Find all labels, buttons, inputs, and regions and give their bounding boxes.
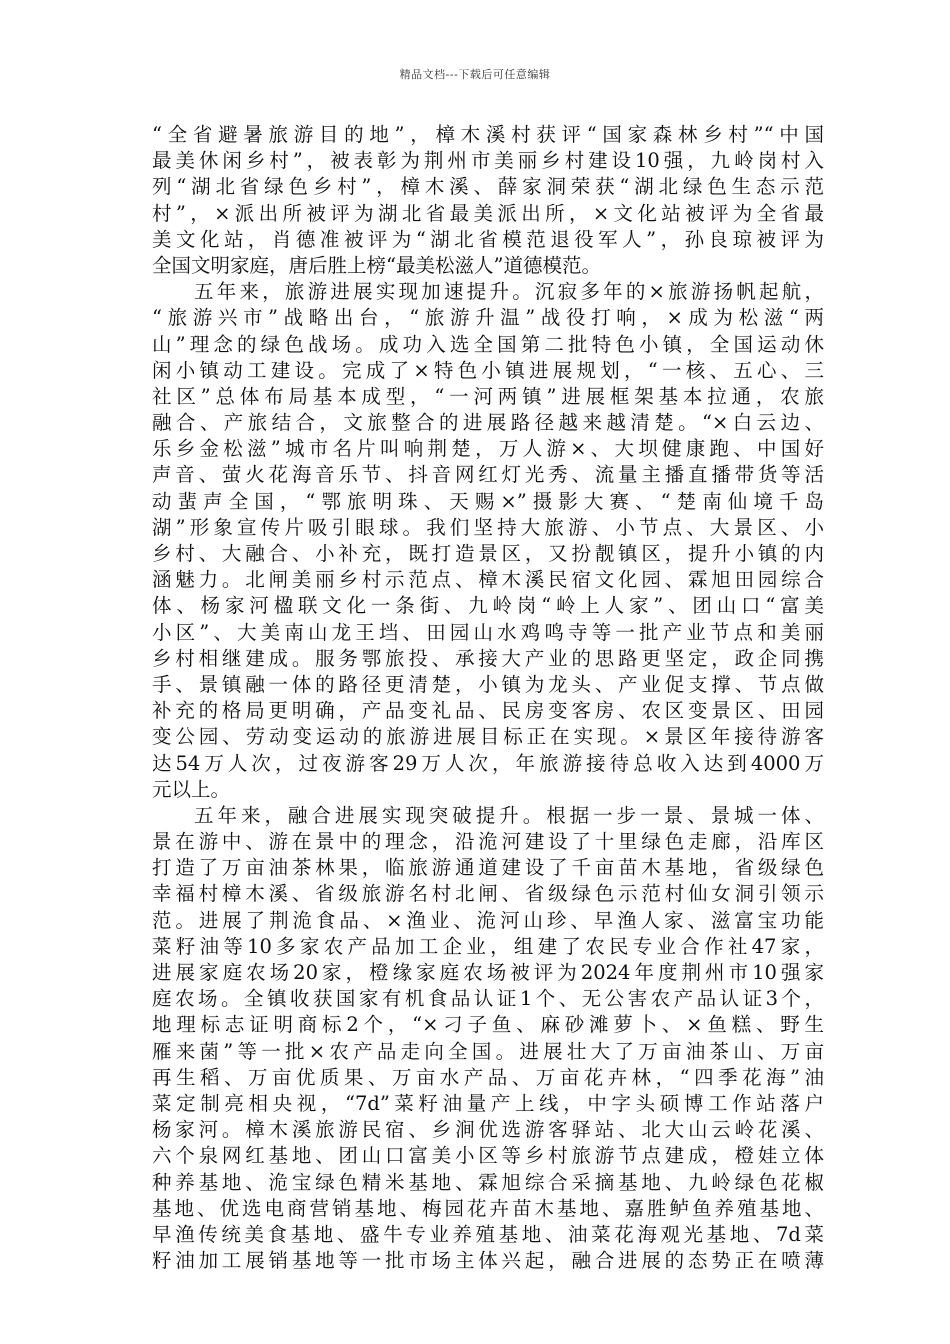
text-line: 籽油加工展销基地等一批市场主体兴起，融合进展的态势正在喷薄 <box>152 1249 824 1273</box>
text-line: 五年来，旅游进展实现加速提升。沉寂多年的×旅游扬帆起航， <box>194 280 824 304</box>
text-line: 进展家庭农场20家，橙缘家庭农场被评为2024年度荆州市10强家 <box>152 961 824 984</box>
text-line: 五年来，融合进展实现突破提升。根据一步一景、景城一体、 <box>194 803 824 827</box>
text-line: 庭农场。全镇收获国家有机食品认证1个、无公害农产品认证3个， <box>152 987 824 1011</box>
text-line: 涵魅力。北闸美丽乡村示范点、樟木溪民宿文化园、霖旭田园综合 <box>152 568 824 592</box>
text-line: 地理标志证明商标2个，“×刁子鱼、麻砂滩萝卜、×鱼糕、野生 <box>152 1013 824 1037</box>
text-line: 乡村相继建成。服务鄂旅投、承接大产业的思路更坚定，政企同携 <box>152 646 824 670</box>
text-line: 变公园、劳动变运动的旅游进展目标正在实现。×景区年接待游客 <box>152 725 824 749</box>
text-line: 美文化站，肖德准被评为“湖北省模范退役军人”，孙良琼被评为 <box>152 227 824 251</box>
text-line: 杨家河。樟木溪旅游民宿、乡涧优选游客驿站、北大山云岭花溪、 <box>152 1118 824 1142</box>
text-line: 手、景镇融一体的路径更清楚，小镇为龙头、产业促支撑、节点做 <box>152 672 824 696</box>
text-line: 再生稻、万亩优质果、万亩水产品、万亩花卉林，“四季花海”油 <box>152 1065 824 1089</box>
text-line: 小区”、大美南山龙王垱、田园山水鸡鸣寺等一批产业节点和美丽 <box>152 620 824 644</box>
text-line: “旅游兴市”战略出台，“旅游升温”战役打响，×成为松滋“两 <box>152 306 824 330</box>
text-line: 雁来菌”等一批×农产品走向全国。进展壮大了万亩油茶山、万亩 <box>152 1039 824 1063</box>
page-header: 精品文档---下载后可任意编辑 <box>399 68 551 81</box>
text-line: 村”，×派出所被评为湖北省最美派出所，×文化站被评为全省最 <box>152 201 824 225</box>
text-line: 乡村、大融合、小补充，既打造景区，又扮靓镇区，提升小镇的内 <box>152 542 824 565</box>
text-line: 全国文明家庭，唐后胜上榜“最美松滋人”道德模范。 <box>152 253 601 277</box>
text-line: “全省避暑旅游目的地”，樟木溪村获评“国家森林乡村”“中国 <box>152 123 824 146</box>
text-line: 社区”总体布局基本成型，“一河两镇”进展框架基本拉通，农旅 <box>152 384 824 408</box>
text-line: 山”理念的绿色战场。成功入选全国第二批特色小镇，全国运动休 <box>152 332 824 356</box>
text-line: 达54万人次，过夜游客29万人次，年旅游接待总收入达到4000万 <box>152 751 824 775</box>
text-line: 早渔传统美食基地、盛牛专业养殖基地、油菜花海观光基地、7d菜 <box>152 1222 824 1246</box>
text-line: 幸福村樟木溪、省级旅游名村北闸、省级绿色示范村仙女洞引领示 <box>152 882 824 906</box>
text-line: 打造了万亩油茶林果，临旅游通道建设了千亩苗木基地，省级绿色 <box>152 856 824 880</box>
text-line: 湖”形象宣传片吸引眼球。我们坚持大旅游、小节点、大景区、小 <box>152 515 824 539</box>
text-line: 范。进展了荆洈食品、×渔业、洈河山珍、早渔人家、滋富宝功能 <box>152 908 824 932</box>
text-line: 乐乡金松滋”城市名片叫响荆楚，万人游×、大坝健康跑、中国好 <box>152 437 824 461</box>
text-line: 六个泉网红基地、团山口富美小区等乡村旅游节点建成，橙娃立体 <box>152 1144 824 1168</box>
paragraph <box>152 803 824 1274</box>
text-line: 种养基地、洈宝绿色精米基地、霖旭综合采摘基地、九岭绿色花椒 <box>152 1170 824 1194</box>
text-line: 景在游中、游在景中的理念，沿洈河建设了十里绿色走廊，沿库区 <box>152 830 824 854</box>
text-line: 元以上。 <box>152 777 231 801</box>
text-line: 融合、产旅结合，文旅整合的进展路径越来越清楚。“×白云边、 <box>152 411 824 435</box>
document-body <box>152 122 824 1274</box>
text-line: 基地、优选电商营销基地、梅园花卉苗木基地、嘉胜鲈鱼养殖基地、 <box>152 1196 824 1220</box>
text-line: 菜籽油等10多家农产品加工企业，组建了农民专业合作社47家， <box>152 934 824 958</box>
text-line: 补充的格局更明确，产品变礼品、民房变客房、农区变景区、田园 <box>152 699 824 723</box>
text-line: 体、杨家河楹联文化一条街、九岭岗“岭上人家”、团山口“富美 <box>152 594 824 618</box>
text-line: 最美休闲乡村”，被表彰为荆州市美丽乡村建设10强，九岭岗村入 <box>152 149 824 173</box>
text-line: 闲小镇动工建设。完成了×特色小镇进展规划，“一核、五心、三 <box>152 358 824 382</box>
text-line: 声音、萤火花海音乐节、抖音网红灯光秀、流量主播直播带货等活 <box>152 463 824 487</box>
paragraph <box>152 279 824 803</box>
text-line: 列“湖北省绿色乡村”，樟木溪、薛家洞荣获“湖北绿色生态示范 <box>152 175 824 199</box>
text-line: 菜定制亮相央视，“7d”菜籽油量产上线，中字头硕博工作站落户 <box>152 1091 824 1115</box>
text-line: 动蜚声全国，“鄂旅明珠、天赐×”摄影大赛、“楚南仙境千岛 <box>152 489 824 513</box>
paragraph <box>152 122 824 279</box>
